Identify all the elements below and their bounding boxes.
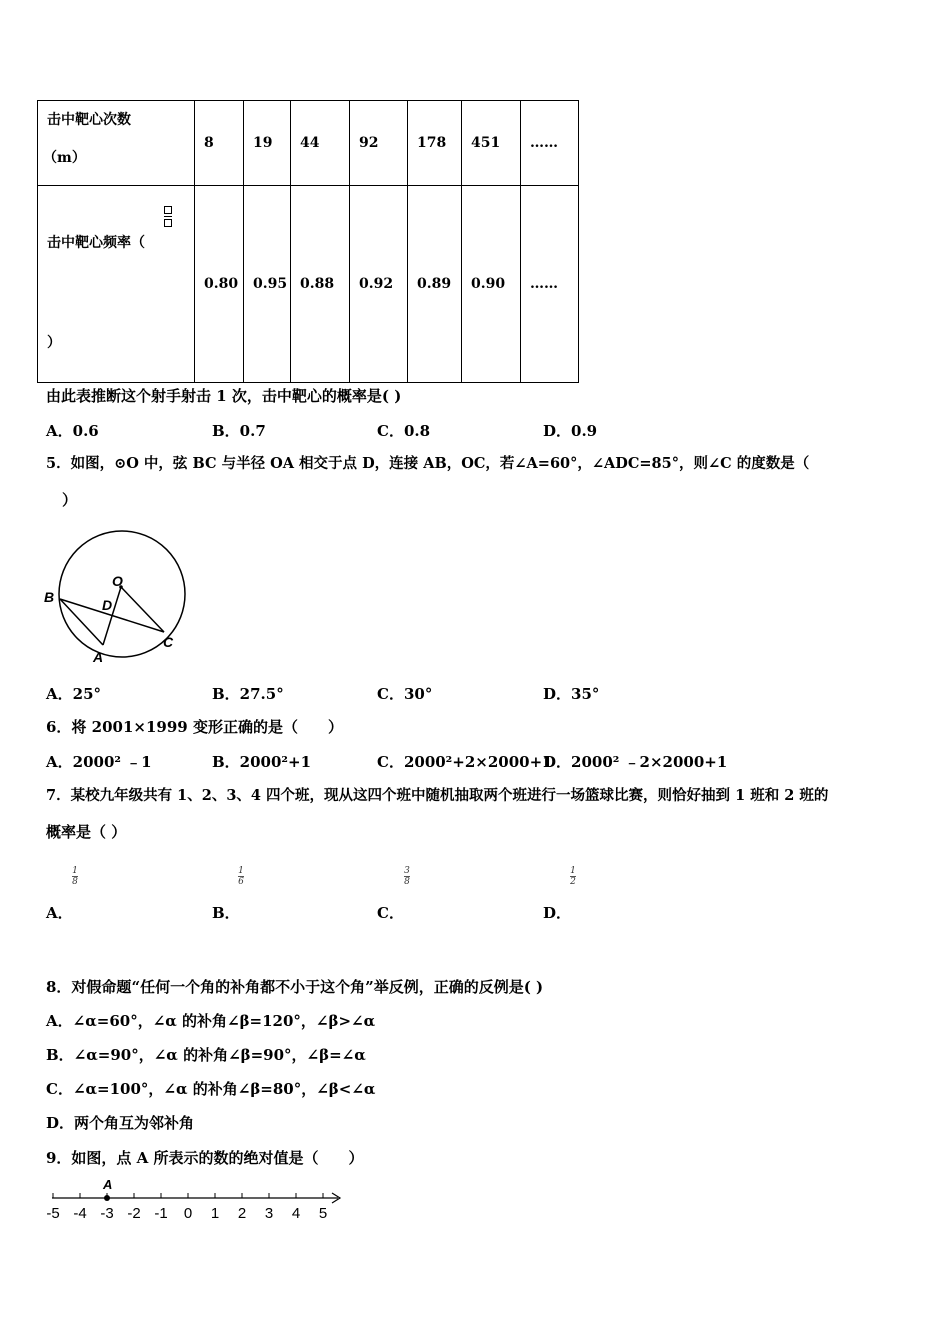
label-b: B: [44, 589, 55, 605]
tick-label: -3: [100, 1205, 114, 1222]
q4-option-a[interactable]: A．0.6: [46, 422, 99, 440]
table-row: [38, 101, 579, 186]
tick-label: -5: [46, 1205, 60, 1222]
tick-label: -2: [127, 1205, 141, 1222]
table-row: [38, 186, 579, 383]
radius-oa: [103, 587, 121, 645]
q7-option-b[interactable]: B．: [212, 904, 240, 922]
q5-stem: 5．如图，⊙O 中，弦 BC 与半径 OA 相交于点 D，连接 AB，OC，若∠A=60°，∠ADC=85°，则∠C 的度数是（: [46, 455, 810, 472]
q5-stem-close: ）: [62, 491, 78, 509]
tick-label: 3: [264, 1205, 274, 1222]
label-a: A: [93, 649, 104, 665]
label-d: D: [102, 597, 113, 613]
table-cell: 0.88: [291, 186, 350, 383]
tick-label: 1: [210, 1205, 220, 1222]
table-cell: 8: [195, 101, 244, 186]
tick-label: 5: [318, 1205, 328, 1222]
table-cell: ……: [521, 186, 579, 383]
row-label-hits: 击中靶心次数: [47, 112, 131, 128]
table-cell: 44: [291, 101, 350, 186]
q7-fraction-d: 1 2: [570, 866, 576, 887]
table-header-hits: [38, 101, 195, 186]
q5-option-d[interactable]: D．35°: [543, 685, 600, 703]
row-label-frequency: 击中靶心频率（: [47, 235, 145, 251]
q9-stem: 9．如图，点 A 所表示的数的绝对值是（ ）: [46, 1149, 364, 1167]
q6-option-c[interactable]: C．2000²+2×2000+1: [377, 753, 553, 771]
table-cell: 0.90: [462, 186, 521, 383]
q4-stem: 由此表推断这个射手射击 1 次，击中靶心的概率是( ): [46, 387, 402, 405]
table-cell: 0.89: [408, 186, 462, 383]
table-cell: 19: [244, 101, 291, 186]
table-cell: 178: [408, 101, 462, 186]
q8-stem: 8．对假命题“任何一个角的补角都不小于这个角”举反例，正确的反例是( ): [46, 978, 544, 996]
q8-option-d[interactable]: D．两个角互为邻补角: [46, 1114, 195, 1132]
tick-label: -1: [154, 1205, 168, 1222]
q5-option-b[interactable]: B．27.5°: [212, 685, 284, 703]
label-point-a: A: [103, 1177, 113, 1192]
frequency-table: [37, 100, 579, 383]
q6-option-d[interactable]: D．2000² ﹣2×2000+1: [543, 753, 728, 771]
circle-figure: [40, 520, 200, 670]
row-label-frequency-close: ）: [47, 335, 61, 351]
table-cell: 92: [350, 101, 408, 186]
q7-stem: 7．某校九年级共有 1、2、3、4 四个班，现从这四个班中随机抽取两个班进行一场篮球比赛，则恰好抽到 1 班和 2 班的: [46, 787, 829, 804]
number-line: [40, 1174, 350, 1224]
q5-option-a[interactable]: A．25°: [46, 685, 102, 703]
q7-fraction-c: 3 8: [404, 866, 410, 887]
q4-option-b[interactable]: B．0.7: [212, 422, 266, 440]
label-c: C: [163, 634, 174, 650]
tick-label: 0: [183, 1205, 193, 1222]
q4-option-d[interactable]: D．0.9: [543, 422, 598, 440]
q7-stem-2: 概率是（ ）: [46, 823, 127, 841]
tick-label: 4: [291, 1205, 301, 1222]
q7-fraction-b: 1 6: [238, 866, 244, 887]
q6-option-b[interactable]: B．2000²+1: [212, 753, 312, 771]
table-cell: 0.92: [350, 186, 408, 383]
tick-label: -4: [73, 1205, 87, 1222]
q5-option-c[interactable]: C．30°: [377, 685, 433, 703]
table-header-frequency: [38, 186, 195, 383]
label-o: O: [112, 573, 123, 589]
table-cell: 0.80: [195, 186, 244, 383]
q7-option-c[interactable]: C．: [377, 904, 404, 922]
q7-option-d[interactable]: D．: [543, 904, 572, 922]
q8-option-b[interactable]: B．∠α=90°，∠α 的补角∠β=90°，∠β=∠α: [46, 1046, 366, 1064]
q6-stem: 6．将 2001×1999 变形正确的是（ ）: [46, 718, 343, 736]
tick-label: 2: [237, 1205, 247, 1222]
point-a: [104, 1195, 110, 1201]
table-cell: 0.95: [244, 186, 291, 383]
q8-option-c[interactable]: C．∠α=100°，∠α 的补角∠β=80°，∠β<∠α: [46, 1080, 376, 1098]
table-cell: 451: [462, 101, 521, 186]
q8-option-a[interactable]: A．∠α=60°，∠α 的补角∠β=120°，∠β>∠α: [46, 1012, 376, 1030]
table-cell: ……: [521, 101, 579, 186]
fraction-m-over-n-icon: [164, 206, 172, 227]
q7-fraction-a: 1 8: [72, 866, 78, 887]
q7-option-a[interactable]: A．: [46, 904, 73, 922]
q4-option-c[interactable]: C．0.8: [377, 422, 431, 440]
q6-option-a[interactable]: A．2000² ﹣1: [46, 753, 152, 771]
row-label-hits-unit: （m）: [43, 150, 86, 166]
